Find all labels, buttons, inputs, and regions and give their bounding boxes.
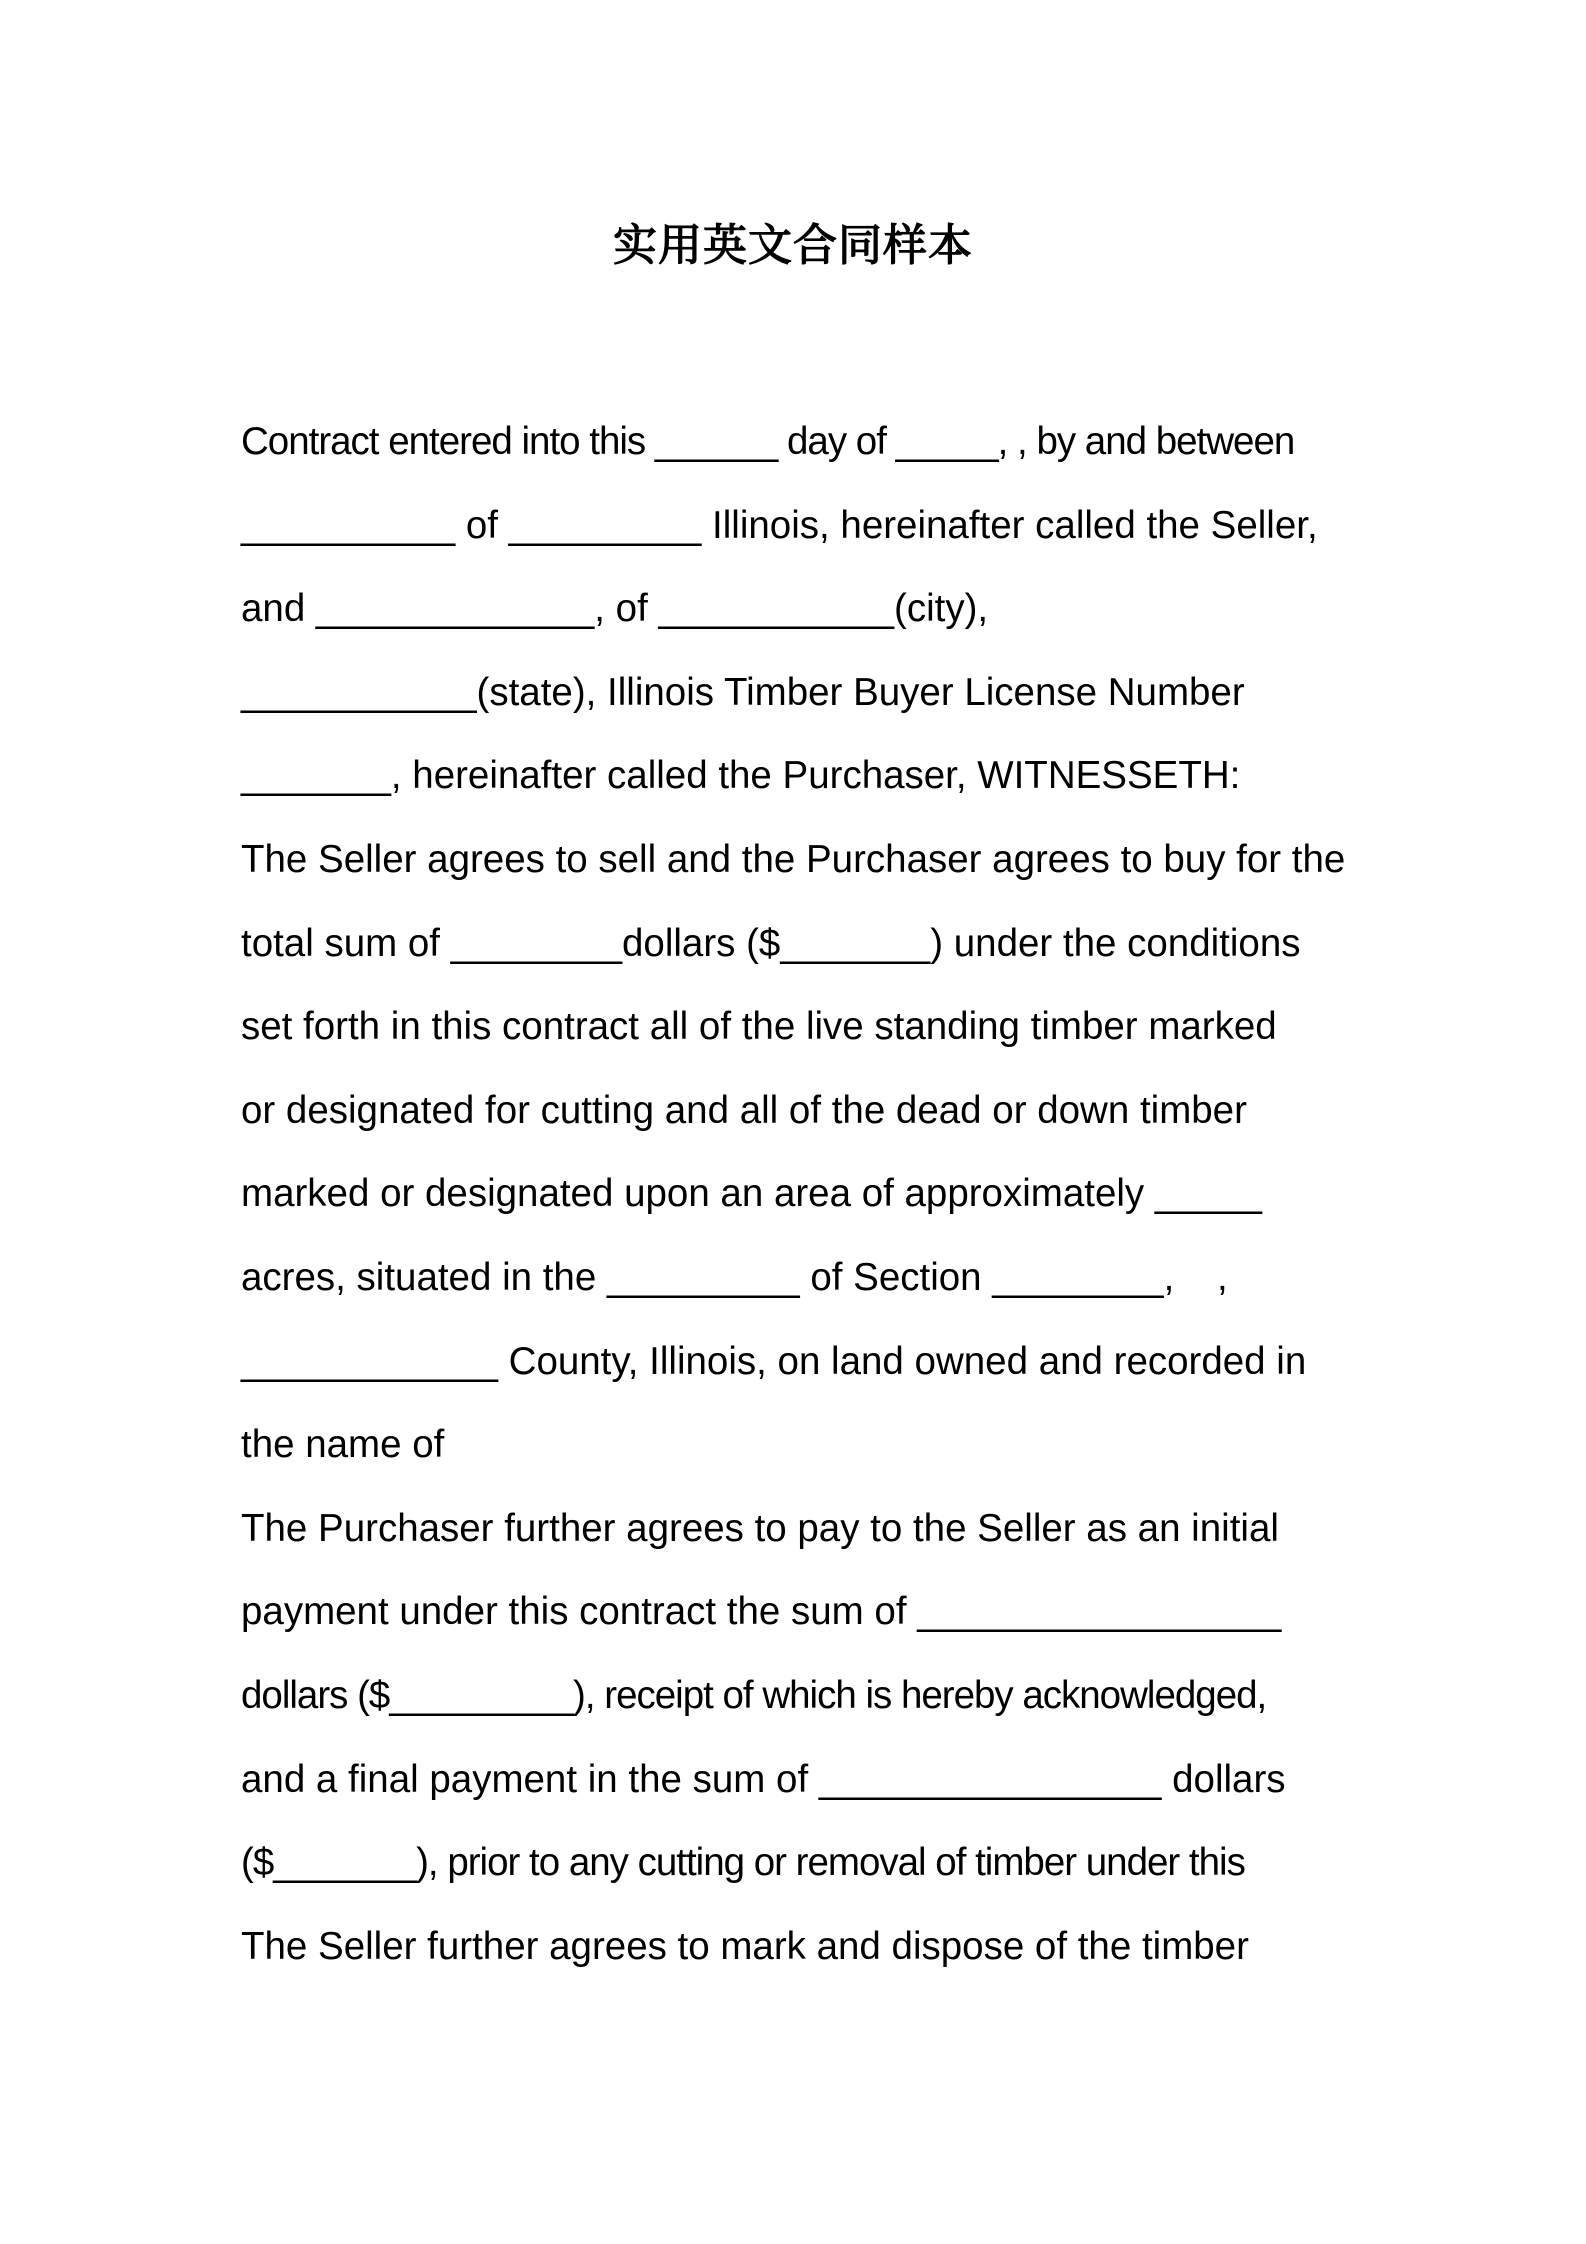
contract-line: The Seller agrees to sell and the Purchaser agrees to buy for the	[241, 837, 1346, 881]
contract-line: _______, hereinafter called the Purchaser, WITNESSETH:	[241, 754, 1241, 798]
contract-line: ___________(state), Illinois Timber Buyer License Number	[241, 670, 1245, 714]
contract-line: ____________ County, Illinois, on land owned and recorded in	[241, 1339, 1307, 1383]
contract-line: __________ of _________ Illinois, hereinafter called the Seller,	[241, 503, 1318, 547]
contract-line: Contract entered into this ______ day of _____, , by and between	[241, 420, 1295, 463]
contract-line: The Seller further agrees to mark and dispose of the timber	[241, 1924, 1249, 1968]
contract-line: marked or designated upon an area of approximately _____	[241, 1172, 1262, 1216]
contract-line: acres, situated in the _________ of Section ________, ,	[241, 1255, 1228, 1299]
contract-line: the name of	[241, 1423, 445, 1467]
document-title: 实用英文合同样本	[613, 220, 973, 271]
contract-line: ($_______), prior to any cutting or removal of timber under this	[241, 1841, 1245, 1885]
contract-line: dollars ($_________), receipt of which is hereby acknowledged,	[241, 1673, 1267, 1717]
contract-line: and a final payment in the sum of ________________ dollars	[241, 1757, 1286, 1801]
contract-line: and _____________, of ___________(city),	[241, 587, 989, 631]
contract-line: payment under this contract the sum of _________________	[241, 1590, 1282, 1634]
contract-body	[241, 408, 1361, 1996]
contract-line: total sum of ________dollars ($_______) under the conditions	[241, 921, 1301, 965]
contract-line: set forth in this contract all of the live standing timber marked	[241, 1005, 1277, 1049]
contract-line: or designated for cutting and all of the dead or down timber	[241, 1088, 1247, 1132]
contract-line: The Purchaser further agrees to pay to the Seller as an initial	[241, 1506, 1279, 1550]
